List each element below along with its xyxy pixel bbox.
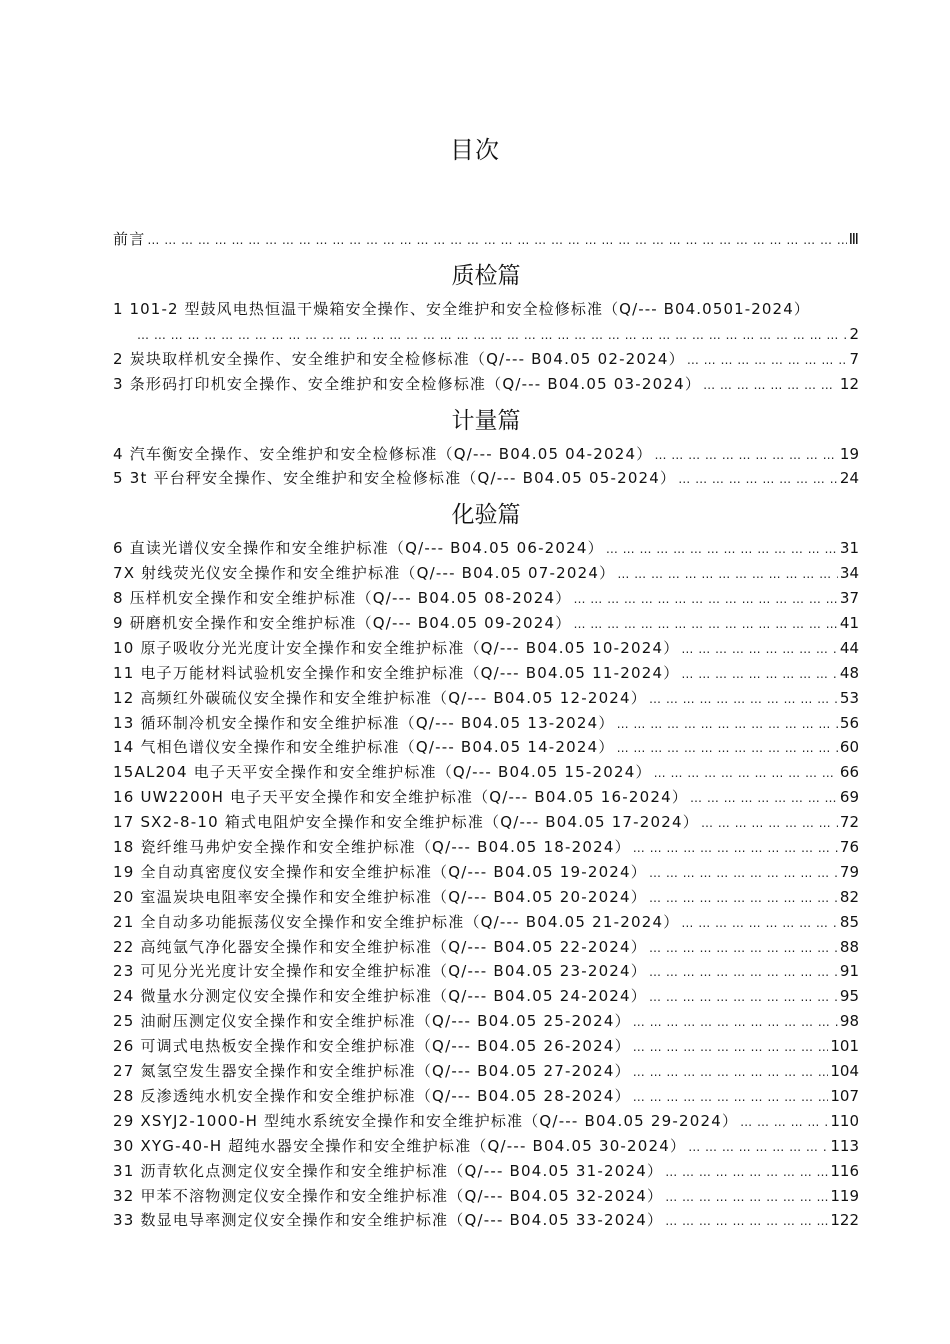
toc-entry[interactable]	[113, 661, 859, 686]
toc-entry[interactable]	[113, 810, 859, 835]
toc-entry-label: 22 高纯氩气净化器安全操作和安全维护标准（Q/--- B04.05 22-2024）	[113, 937, 647, 956]
toc-entry-page: 41	[839, 614, 859, 633]
toc-entry-continuation[interactable]	[113, 322, 859, 347]
section-entries	[113, 536, 859, 1233]
toc-entry-label: 9 研磨机安全操作和安全维护标准（Q/--- B04.05 09-2024）	[113, 614, 572, 633]
toc-entry-page: 2	[849, 324, 859, 343]
toc-entry[interactable]	[113, 785, 859, 810]
dot-leader	[649, 687, 838, 711]
toc-entry[interactable]	[113, 1208, 859, 1233]
dot-leader	[573, 587, 837, 611]
dot-leader	[633, 1060, 829, 1084]
toc-entry-page: 37	[839, 589, 859, 608]
toc-entry-label: 20 室温炭块电阻率安全操作和安全维护标准（Q/--- B04.05 20-2024）	[113, 887, 647, 906]
toc-entry[interactable]	[113, 372, 859, 397]
toc-entry-page: 110	[830, 1111, 859, 1130]
dot-leader	[701, 811, 838, 835]
toc-entry-page: 19	[839, 444, 859, 463]
toc-entry-label: 8 压样机安全操作和安全维护标准（Q/--- B04.05 08-2024）	[113, 589, 572, 608]
toc-entry-label: 23 可见分光光度计安全操作和安全维护标准（Q/--- B04.05 23-2024）	[113, 962, 647, 981]
toc-entry-page: 79	[839, 862, 859, 881]
toc-entry[interactable]	[113, 297, 859, 322]
toc-entry-page: 88	[839, 937, 859, 956]
toc-entry-page: 107	[830, 1086, 859, 1105]
toc-entry-label: 15AL204 电子天平安全操作和安全维护标准（Q/--- B04.05 15-2024）	[113, 763, 652, 782]
toc-entry[interactable]	[113, 835, 859, 860]
dot-leader	[649, 886, 838, 910]
toc-entry-page: 119	[830, 1186, 859, 1205]
toc-entry-page: 122	[830, 1211, 859, 1230]
toc-entry[interactable]	[113, 636, 859, 661]
toc-entry-label: 3 条形码打印机安全操作、安全维护和安全检修标准（Q/--- B04.05 03-2024）	[113, 374, 702, 393]
dot-leader	[633, 1035, 829, 1059]
dot-leader	[633, 1010, 838, 1034]
toc-entry-page: 44	[839, 638, 859, 657]
section-heading: 化验篇	[451, 502, 521, 529]
toc-entry[interactable]	[113, 885, 859, 910]
toc-entry-label: 5 3t 平台秤安全操作、安全维护和安全检修标准（Q/--- B04.05 05-2024）	[113, 469, 677, 488]
toc-entry[interactable]	[113, 735, 859, 760]
toc-entry[interactable]	[113, 347, 859, 372]
toc-entry-label: 21 全自动多功能振荡仪安全操作和安全维护标准（Q/--- B04.05 21-2024）	[113, 912, 680, 931]
toc-entry-label: 26 可调式电热板安全操作和安全维护标准（Q/--- B04.05 26-2024）	[113, 1037, 631, 1056]
toc-entry[interactable]	[113, 1059, 859, 1084]
toc-entry-page: 12	[839, 374, 859, 393]
toc-entry-label: 前言	[113, 230, 146, 248]
toc-entry[interactable]	[113, 711, 859, 736]
dot-leader	[649, 960, 838, 984]
toc-entry-label: 29 XSYJ2-1000-H 型纯水系统安全操作和安全维护标准（Q/--- B04.05 29-2024）	[113, 1111, 739, 1130]
toc-entry-page: 60	[839, 738, 859, 757]
toc-entry[interactable]	[113, 466, 859, 491]
toc-entry-page: 66	[839, 763, 859, 782]
toc-entry-label: 7X 射线荧光仪安全操作和安全维护标准（Q/--- B04.05 07-2024）	[113, 564, 616, 583]
toc-entry-page: 101	[830, 1037, 859, 1056]
toc-entry-page: 7	[849, 349, 859, 368]
dot-leader	[606, 537, 838, 561]
dot-leader	[649, 861, 838, 885]
toc-entry[interactable]	[113, 611, 859, 636]
dot-leader	[633, 836, 838, 860]
toc-entry[interactable]	[113, 442, 859, 467]
toc-entry-preface[interactable]	[113, 227, 859, 252]
toc-entry-page: 48	[839, 663, 859, 682]
toc-entry-page: 31	[839, 539, 859, 558]
dot-leader	[147, 228, 846, 252]
dot-leader	[649, 985, 838, 1009]
page-title: 目次	[450, 136, 500, 164]
toc-entry-page: 116	[830, 1161, 859, 1180]
toc-entry-label: 12 高频红外碳硫仪安全操作和安全维护标准（Q/--- B04.05 12-2024）	[113, 688, 647, 707]
table-of-contents	[113, 227, 859, 1233]
toc-entry-page: 56	[839, 713, 859, 732]
toc-entry-label: 2 炭块取样机安全操作、安全维护和安全检修标准（Q/--- B04.05 02-2024）	[113, 349, 685, 368]
toc-entry-page: 95	[839, 987, 859, 1006]
toc-entry[interactable]	[113, 910, 859, 935]
toc-entry-page: 53	[839, 688, 859, 707]
toc-entry-label: 18 瓷纤维马弗炉安全操作和安全维护标准（Q/--- B04.05 18-2024）	[113, 838, 631, 857]
toc-entry[interactable]	[113, 1159, 859, 1184]
toc-entry-label: 31 沥青软化点测定仪安全操作和安全维护标准（Q/--- B04.05 31-2024）	[113, 1161, 664, 1180]
toc-entry-page: 85	[839, 912, 859, 931]
toc-entry-label: 28 反渗透纯水机安全操作和安全维护标准（Q/--- B04.05 28-2024）	[113, 1086, 631, 1105]
toc-entry[interactable]	[113, 1134, 859, 1159]
dot-leader	[665, 1185, 828, 1209]
toc-entry[interactable]	[113, 959, 859, 984]
dot-leader	[617, 562, 838, 586]
toc-entry-label: 24 微量水分测定仪安全操作和安全维护标准（Q/--- B04.05 24-2024）	[113, 987, 647, 1006]
dot-leader	[649, 936, 838, 960]
dot-leader	[681, 637, 838, 661]
section-heading: 质检篇	[451, 262, 521, 289]
toc-entry[interactable]	[113, 1084, 859, 1109]
toc-entry-label: 14 气相色谱仪安全操作和安全维护标准（Q/--- B04.05 14-2024）	[113, 738, 615, 757]
toc-entry-label: 17 SX2-8-10 箱式电阻炉安全操作和安全维护标准（Q/--- B04.05 17-2024）	[113, 813, 699, 832]
dot-leader	[617, 712, 838, 736]
dot-leader	[633, 1085, 829, 1109]
toc-entry-page: 82	[839, 887, 859, 906]
toc-entry-label: 6 直读光谱仪安全操作和安全维护标准（Q/--- B04.05 06-2024）	[113, 539, 604, 558]
toc-entry-label: 30 XYG-40-H 超纯水器安全操作和安全维护标准（Q/--- B04.05 30-2024）	[113, 1136, 687, 1155]
toc-entry[interactable]	[113, 1109, 859, 1134]
dot-leader	[681, 911, 838, 935]
dot-leader	[703, 373, 838, 397]
toc-entry-page: Ⅲ	[848, 230, 859, 248]
dot-leader	[654, 761, 838, 785]
toc-entry[interactable]	[113, 686, 859, 711]
toc-entry[interactable]	[113, 984, 859, 1009]
toc-entry-page: 104	[830, 1062, 859, 1081]
toc-entry-page: 72	[839, 813, 859, 832]
toc-entry[interactable]	[113, 561, 859, 586]
dot-leader	[690, 786, 838, 810]
toc-entry-label: 10 原子吸收分光光度计安全操作和安全维护标准（Q/--- B04.05 10-2024）	[113, 638, 680, 657]
dot-leader	[654, 443, 837, 467]
toc-entry-label: 27 氮氢空发生器安全操作和安全维护标准（Q/--- B04.05 27-2024）	[113, 1062, 631, 1081]
toc-entry[interactable]	[113, 536, 859, 561]
dot-leader	[687, 348, 848, 372]
toc-entry[interactable]	[113, 1034, 859, 1059]
toc-entry-label: 11 电子万能材料试验机安全操作和安全维护标准（Q/--- B04.05 11-2024）	[113, 663, 680, 682]
toc-entry-page: 24	[839, 469, 859, 488]
dot-leader	[617, 736, 838, 760]
toc-entry-page: 91	[839, 962, 859, 981]
toc-entry-label: 16 UW2200H 电子天平安全操作和安全维护标准（Q/--- B04.05 16-2024）	[113, 788, 689, 807]
toc-entry[interactable]	[113, 1009, 859, 1034]
toc-entry[interactable]	[113, 760, 859, 785]
section-heading: 计量篇	[451, 407, 521, 434]
dot-leader	[681, 662, 838, 686]
toc-entry[interactable]	[113, 1184, 859, 1209]
dot-leader	[665, 1160, 828, 1184]
toc-entry-label: 33 数显电导率测定仪安全操作和安全维护标准（Q/--- B04.05 33-2024）	[113, 1211, 664, 1230]
toc-entry[interactable]	[113, 860, 859, 885]
toc-entry-page: 34	[839, 564, 859, 583]
dot-leader	[740, 1110, 828, 1134]
toc-entry-label: 25 油耐压测定仪安全操作和安全维护标准（Q/--- B04.05 25-2024）	[113, 1012, 631, 1031]
toc-entry-page: 113	[830, 1136, 859, 1155]
toc-entry[interactable]	[113, 586, 859, 611]
toc-entry-page: 98	[839, 1012, 859, 1031]
toc-entry-label: 1 101-2 型鼓风电热恒温干燥箱安全操作、安全维护和安全检修标准（Q/--- B04.0501-2024）	[113, 299, 810, 318]
dot-leader	[688, 1135, 828, 1159]
dot-leader	[678, 467, 838, 491]
dot-leader	[573, 612, 837, 636]
toc-entry[interactable]	[113, 935, 859, 960]
toc-entry-page: 69	[839, 788, 859, 807]
toc-entry-label: 13 循环制冷机安全操作和安全维护标准（Q/--- B04.05 13-2024）	[113, 713, 615, 732]
toc-entry-page: 76	[839, 838, 859, 857]
dot-leader	[665, 1209, 828, 1233]
toc-entry-label: 4 汽车衡安全操作、安全维护和安全检修标准（Q/--- B04.05 04-2024）	[113, 444, 653, 463]
toc-entry-label: 32 甲苯不溶物测定仪安全操作和安全维护标准（Q/--- B04.05 32-2024）	[113, 1186, 664, 1205]
toc-entry-label: 19 全自动真密度仪安全操作和安全维护标准（Q/--- B04.05 19-2024）	[113, 862, 647, 881]
dot-leader	[137, 323, 847, 347]
